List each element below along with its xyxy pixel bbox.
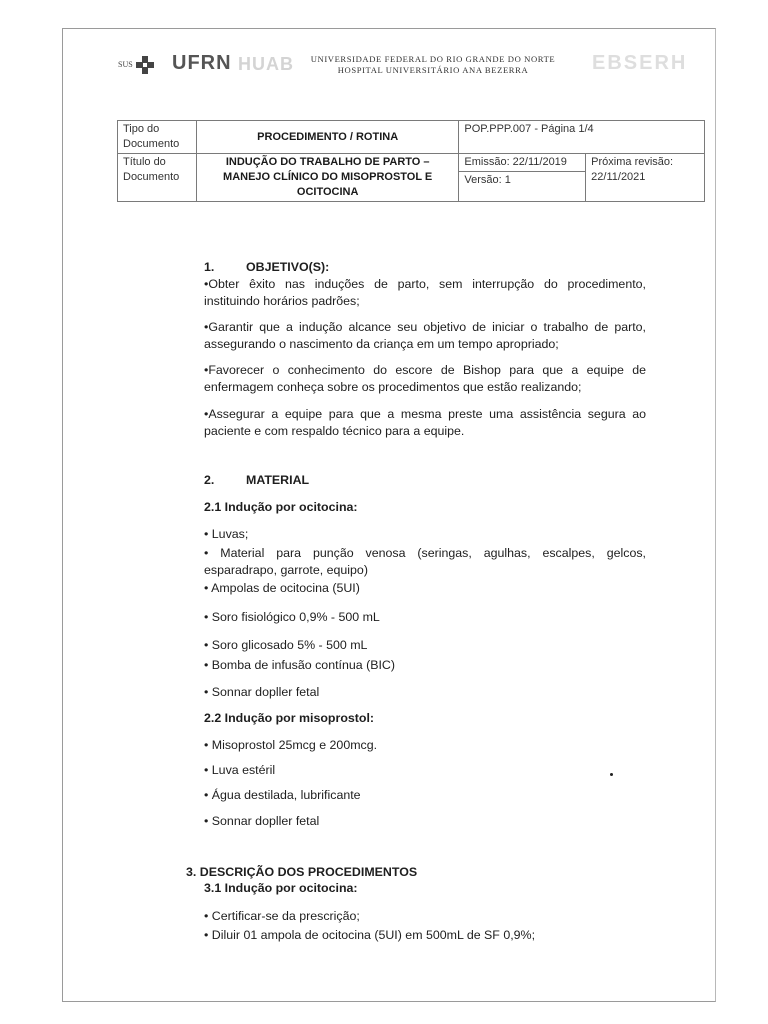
material-item: • Luva estéril xyxy=(204,763,276,777)
material-item: • Soro glicosado 5% - 500 mL xyxy=(204,638,368,652)
scan-speck xyxy=(610,773,613,776)
section-2-number: 2. xyxy=(204,473,215,487)
section-1-number: 1. xyxy=(204,260,215,274)
title-label: Título do Documento xyxy=(118,154,197,202)
emission-version-cell xyxy=(459,154,586,202)
sus-logo-text: SUS xyxy=(118,60,133,69)
emission-date: Emissão: 22/11/2019 xyxy=(464,156,567,168)
objective-item: •Assegurar a equipe para que a mesma preste uma assistência segura ao paciente e com respaldo técnico para a equipe. xyxy=(204,407,646,438)
document-meta-table xyxy=(117,120,705,202)
title-value: INDUÇÃO DO TRABALHO DE PARTO – MANEJO CLÍNICO DO MISOPROSTOL E OCITOCINA xyxy=(196,154,458,202)
material-item: • Bomba de infusão contínua (BIC) xyxy=(204,658,395,672)
procedure-item: • Diluir 01 ampola de ocitocina (5UI) em 500mL de SF 0,9%; xyxy=(204,928,536,942)
version: Versão: 1 xyxy=(459,171,585,188)
university-name: UNIVERSIDADE FEDERAL DO RIO GRANDE DO NORTE xyxy=(310,54,556,64)
table-row xyxy=(118,121,705,154)
objective-item: •Obter êxito nas induções de parto, sem interrupção do procedimento, instituindo horários padrões; xyxy=(204,277,646,308)
ebserh-logo: EBSERH xyxy=(592,52,688,74)
document-code: POP.PPP.007 - Página 1/4 xyxy=(459,121,705,154)
type-value: PROCEDIMENTO / ROTINA xyxy=(196,121,458,154)
subsection-2-1-heading: 2.1 Indução por ocitocina: xyxy=(204,500,358,514)
sus-cross-icon xyxy=(134,54,156,76)
ufrn-logo: UFRN xyxy=(172,52,232,74)
hospital-name: HOSPITAL UNIVERSITÁRIO ANA BEZERRA xyxy=(337,65,529,75)
material-item: • Luvas; xyxy=(204,527,249,541)
table-row xyxy=(118,154,705,202)
next-review-label: Próxima revisão: xyxy=(591,156,674,168)
material-item: • Sonnar dopller fetal xyxy=(204,685,320,699)
next-review-cell xyxy=(586,154,705,202)
section-1-heading: OBJETIVO(S): xyxy=(246,260,330,274)
objective-item: •Garantir que a indução alcance seu objetivo de iniciar o trabalho de parto, assegurando o nascimento da criança em um tempo apropriado; xyxy=(204,320,646,351)
document-header xyxy=(118,50,698,86)
subsection-3-1-heading: 3.1 Indução por ocitocina: xyxy=(204,881,358,895)
huab-logo: HUAB xyxy=(238,54,294,74)
material-item: • Água destilada, lubrificante xyxy=(204,788,361,802)
material-item: • Ampolas de ocitocina (5UI) xyxy=(204,581,360,595)
objective-item: •Favorecer o conhecimento do escore de Bishop para que a equipe de enfermagem conheça sobre os procedimentos que estão realizando; xyxy=(204,363,646,394)
section-2-heading: MATERIAL xyxy=(246,473,310,487)
material-item: • Misoprostol 25mcg e 200mcg. xyxy=(204,738,378,752)
type-label: Tipo do Documento xyxy=(118,121,197,154)
material-item: • Sonnar dopller fetal xyxy=(204,814,320,828)
institution-name xyxy=(308,54,558,76)
next-review-date: 22/11/2021 xyxy=(591,171,646,183)
subsection-2-2-heading: 2.2 Indução por misoprostol: xyxy=(204,711,375,725)
section-3-heading: 3. DESCRIÇÃO DOS PROCEDIMENTOS xyxy=(186,865,418,879)
material-item: • Soro fisiológico 0,9% - 500 mL xyxy=(204,610,380,624)
material-item: • Material para punção venosa (seringas, agulhas, escalpes, gelcos, esparadrapo, garrote, equipo) xyxy=(204,546,646,577)
procedure-item: • Certificar-se da prescrição; xyxy=(204,909,360,923)
